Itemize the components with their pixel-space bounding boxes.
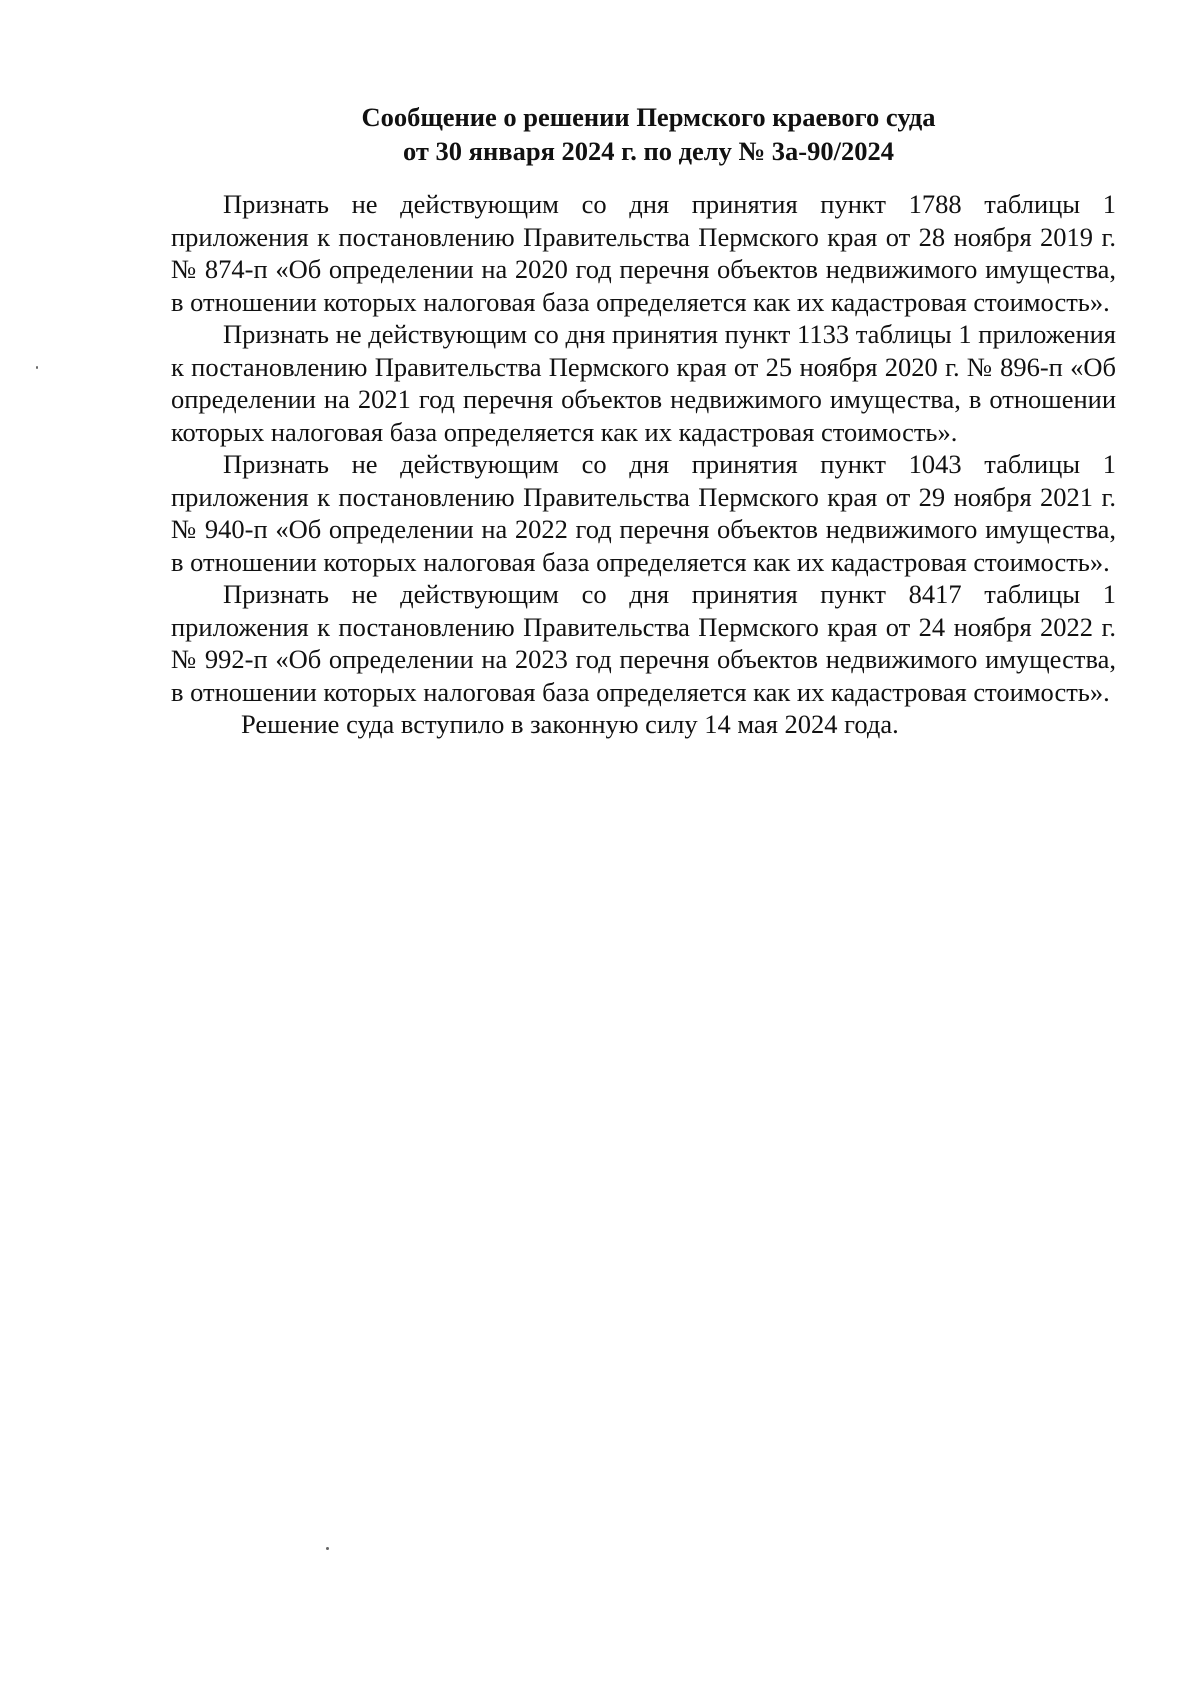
title-line-2: от 30 января 2024 г. по делу № 3а-90/2024 bbox=[403, 136, 894, 166]
paragraph-3: Признать не действующим со дня принятия пункт 1043 таблицы 1 приложения к постановлению Правительства Пермского края от 29 ноября 2021 г. № 940-п «Об определении на 2022 год перечня объектов недвижимого имущества, в отношении которых налоговая база определяется как их кадастровая стоимость». bbox=[171, 449, 1116, 577]
effective-date-line: Решение суда вступило в законную силу 14 мая 2024 года. bbox=[241, 709, 899, 739]
scan-speck bbox=[326, 1547, 329, 1550]
document-title bbox=[171, 100, 1116, 168]
title-line-1: Сообщение о решении Пермского краевого суда bbox=[361, 102, 936, 132]
paragraph-4: Признать не действующим со дня принятия пункт 8417 таблицы 1 приложения к постановлению Правительства Пермского края от 24 ноября 2022 г. № 992-п «Об определении на 2023 год перечня объектов недвижимого имущества, в отношении которых налоговая база определяется как их кадастровая стоимость». bbox=[171, 579, 1116, 707]
paragraph-2: Признать не действующим со дня принятия пункт 1133 таблицы 1 приложения к постановлению Правительства Пермского края от 25 ноября 2020 г. № 896-п «Об определении на 2021 год перечня объектов недвижимого имущества, в отношении которых налоговая база определяется как их кадастровая стоимость». bbox=[171, 319, 1116, 447]
scan-speck bbox=[36, 366, 38, 369]
paragraph-1: Признать не действующим со дня принятия пункт 1788 таблицы 1 приложения к постановлению Правительства Пермского края от 28 ноября 2019 г. № 874-п «Об определении на 2020 год перечня объектов недвижимого имущества, в отношении которых налоговая база определяется как их кадастровая стоимость». bbox=[171, 189, 1116, 317]
document-body bbox=[171, 100, 1116, 741]
